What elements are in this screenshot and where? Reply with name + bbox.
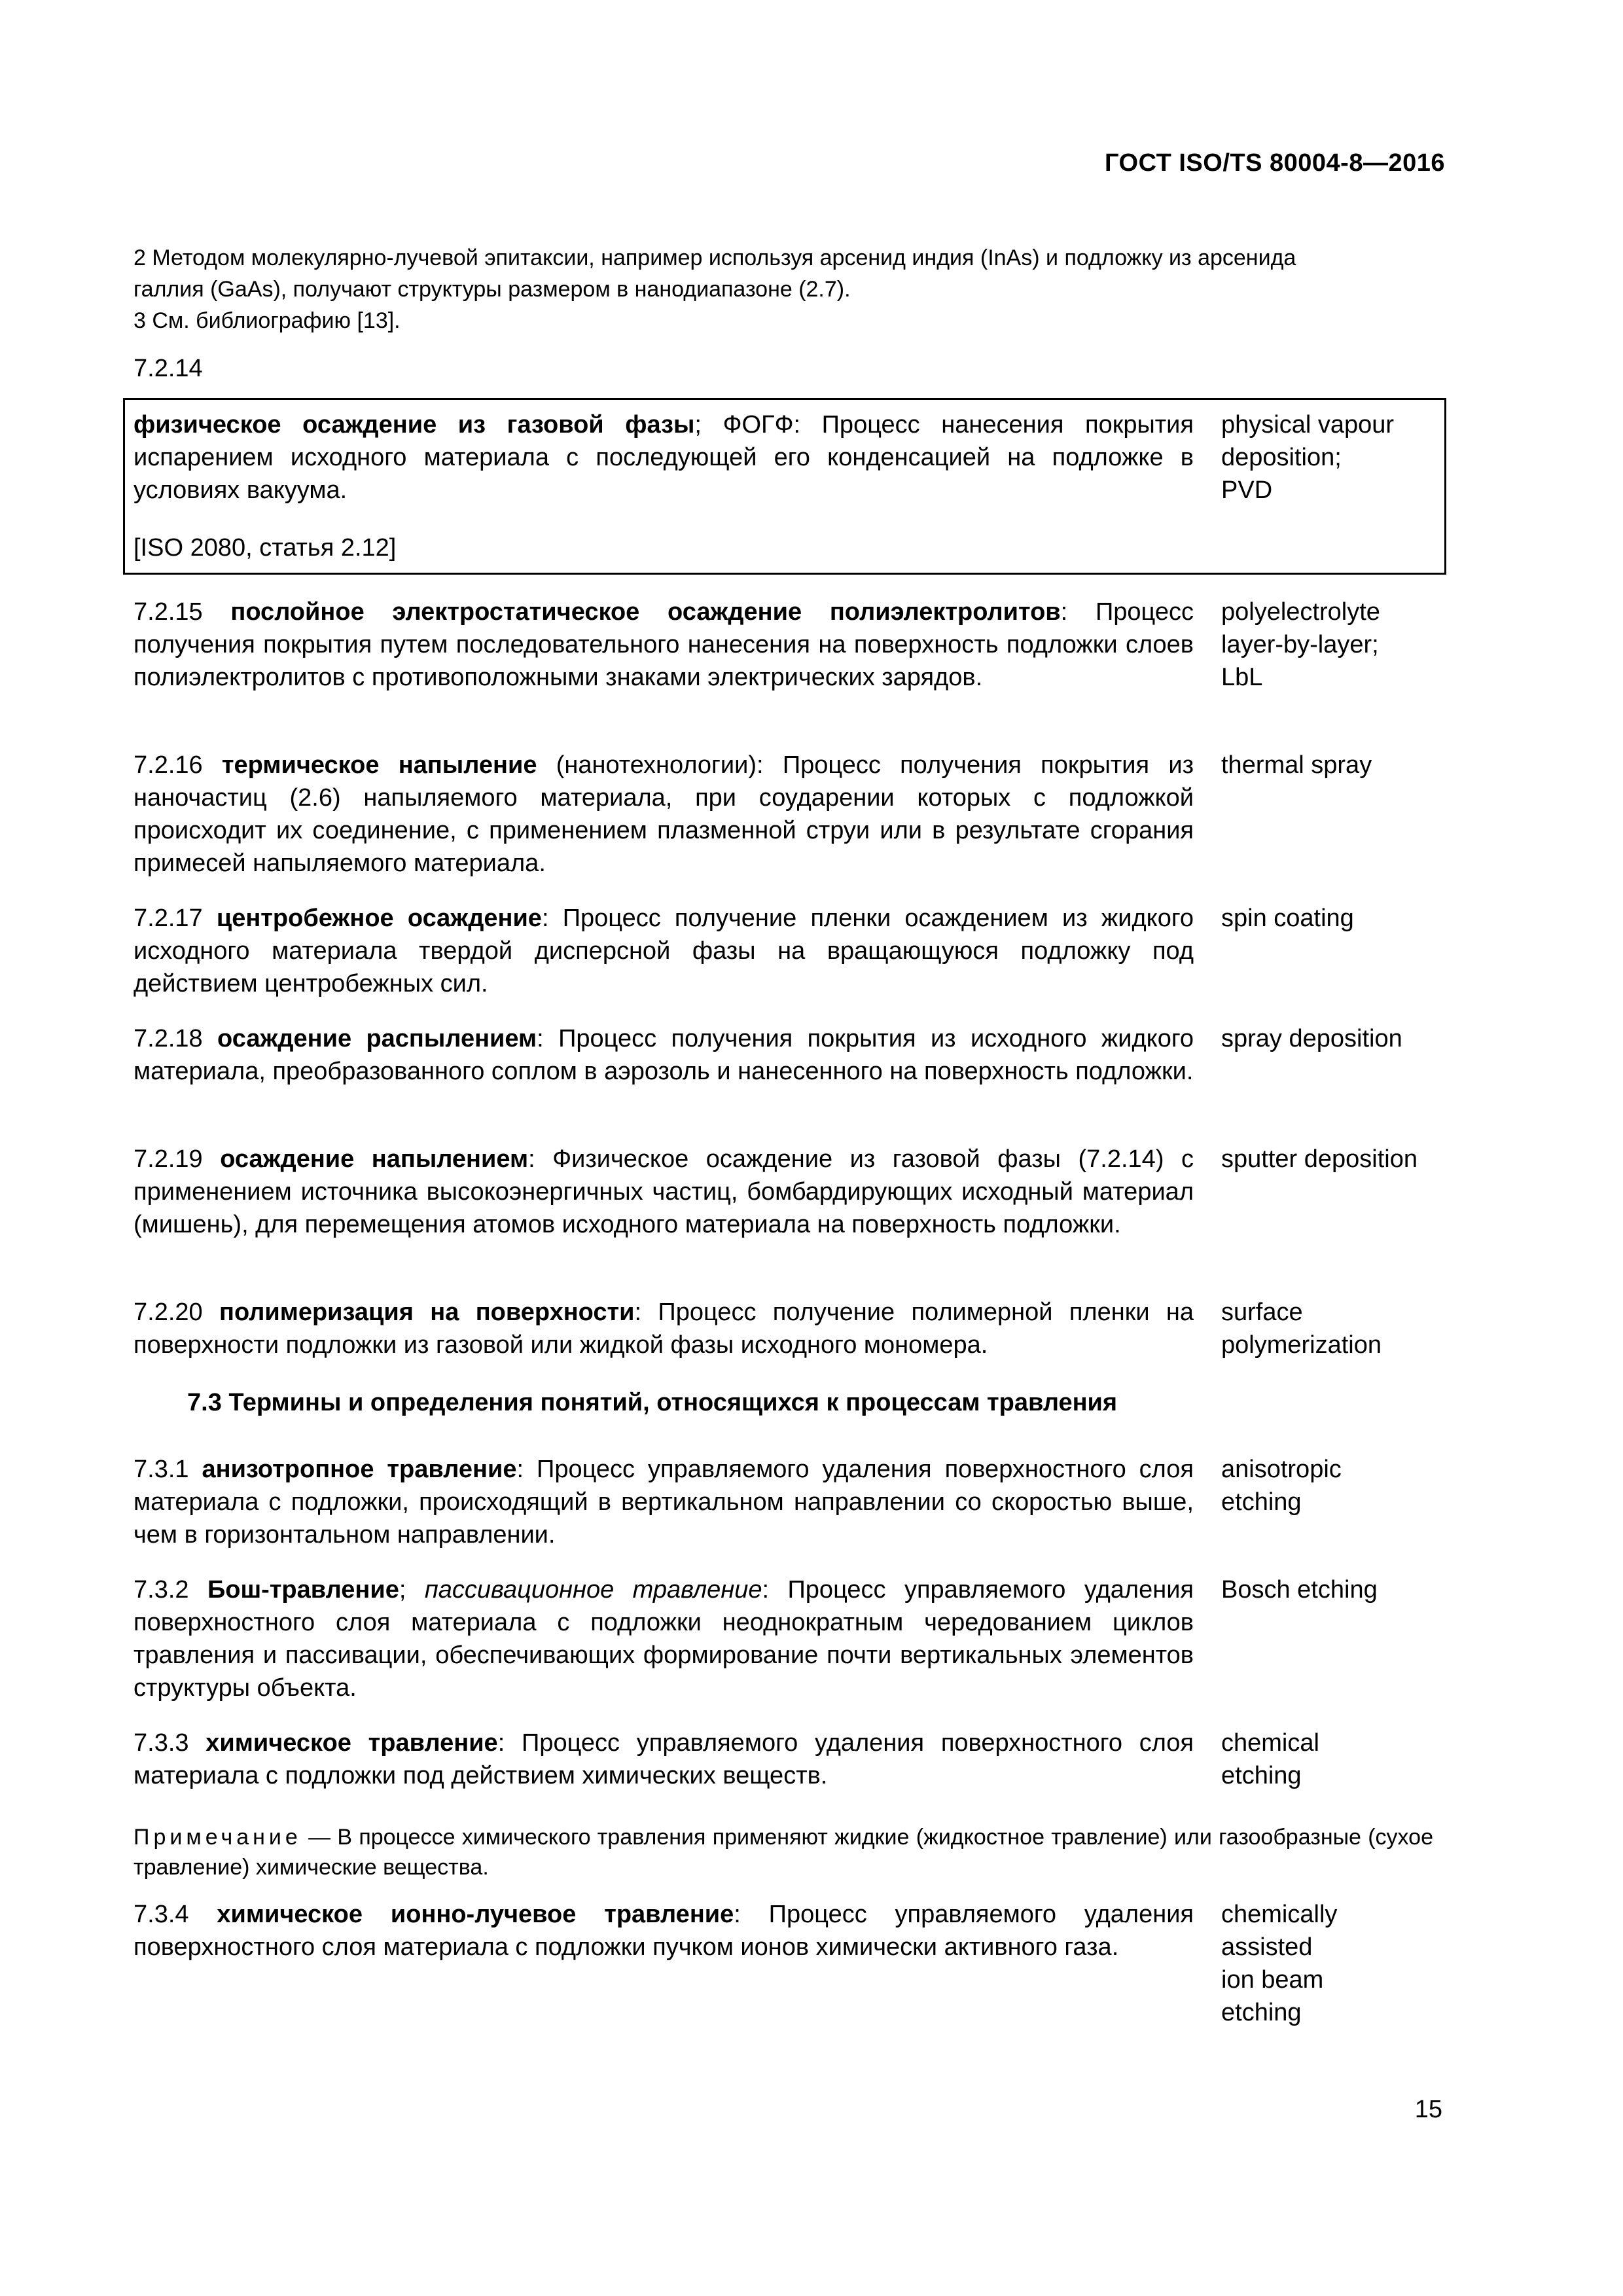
definition: : Процесс управляемого удаления поверхностного слоя материала с подложки пучком ионов химически активного газа. <box>134 1901 1194 1961</box>
clause-number: 7.2.14 <box>134 355 203 382</box>
term-number: 7.2.16 <box>134 751 203 779</box>
note-line: галлия (GaAs), получают структуры размером в нанодиапазоне (2.7). <box>134 277 851 302</box>
page-number: 15 <box>1414 2096 1442 2123</box>
english-term-7-2-15: polyelectrolyte layer-by-layer; LbL <box>1221 598 1380 691</box>
definition: : Процесс получения покрытия путем последовательного нанесения на поверхность подложки слоев полиэлектролитов с противоположными знаками электрических зарядов. <box>134 598 1194 691</box>
term: термическое напыление <box>221 751 537 779</box>
term-number: 7.2.20 <box>134 1299 203 1326</box>
term-number: 7.2.18 <box>134 1025 203 1052</box>
synonym-term: пассивационное травление <box>424 1576 762 1604</box>
section-heading-7-3: 7.3 Термины и определения понятий, относящихся к процессам травления <box>187 1389 1118 1416</box>
term-definition-7-3-3 <box>134 1727 1194 1792</box>
definition: : Процесс получение полимерной пленки на поверхности подложки из газовой или жидкой фазы исходного мономера. <box>134 1299 1194 1359</box>
term-number: 7.3.2 <box>134 1576 189 1604</box>
term-number: 7.2.15 <box>134 598 203 626</box>
definition: : Процесс получения покрытия из исходного жидкого материала, преобразованного соплом в аэрозоль и нанесенного на поверхность подложки. <box>134 1025 1194 1085</box>
term-definition-7-3-4 <box>134 1898 1194 1964</box>
term-number: 7.3.3 <box>134 1729 189 1757</box>
english-term-7-2-18: spray deposition <box>1221 1025 1402 1052</box>
term-definition-7-2-20 <box>134 1296 1194 1361</box>
term-number: 7.3.1 <box>134 1456 189 1483</box>
term-definition-7-3-1 <box>134 1453 1194 1551</box>
term: химическое травление <box>205 1729 498 1757</box>
term: анизотропное травление <box>202 1456 517 1483</box>
term: полимеризация на поверхности <box>219 1299 635 1326</box>
term-definition-7-2-16 <box>134 749 1194 880</box>
term: осаждение распылением <box>217 1025 537 1052</box>
english-term-7-3-4: chemically assisted ion beam etching <box>1221 1901 1338 2026</box>
english-term-7-3-1: anisotropic etching <box>1221 1456 1342 1516</box>
note-7-3-3 <box>134 1822 1433 1882</box>
term-definition-7-2-15 <box>134 596 1194 694</box>
term-definition-7-2-14 <box>134 408 1194 507</box>
note-line: 2 Методом молекулярно-лучевой эпитаксии, например используя арсенид индия (InAs) и подложку из арсенида <box>134 245 1296 270</box>
definition: (нанотехнологии): Процесс получения покрытия из наночастиц (2.6) напыляемого материала, при соударении которых с подложкой происходит их соединение, с применением плазменной струи или в результате сгорания примесей напыляемого материала. <box>134 751 1194 877</box>
definition: : Процесс получение пленки осаждением из жидкого исходного материала твердой дисперсной фазы на вращающуюся подложку под действием центробежных сил. <box>134 905 1194 997</box>
english-term-7-3-2: Bosch etching <box>1221 1576 1378 1604</box>
document-header: ГОСТ ISO/TS 80004-8—2016 <box>1105 149 1445 177</box>
term-definition-7-2-17 <box>134 902 1194 1000</box>
term-definition-7-2-19 <box>134 1143 1194 1241</box>
source-reference: [ISO 2080, статья 2.12] <box>134 534 397 562</box>
english-term-7-3-3: chemical etching <box>1221 1729 1319 1789</box>
term: химическое ионно-лучевое травление <box>217 1901 734 1928</box>
english-term-7-2-16: thermal spray <box>1221 751 1372 779</box>
definition: : Физическое осаждение из газовой фазы (7.2.14) с применением источника высокоэнергичных частиц, бомбардирующих исходный материал (мишень), для перемещения атомов исходного материала на поверхность подложки. <box>134 1145 1194 1238</box>
term-definition-7-3-2: 7.3.2 Бош-травление; пассивационное травление: Процесс управляемого удаления поверхностного слоя материала с подложки неоднократным чередованием циклов травления и пассивации, обеспечивающих формирование почти вертикальных элементов структуры объекта. <box>134 1576 1194 1702</box>
definition: ; ФОГФ: Процесс нанесения покрытия испарением исходного материала с последующей его конденсацией на подложке в условиях вакуума. <box>134 411 1194 504</box>
term-number: 7.3.4 <box>134 1901 189 1928</box>
term: Бош-травление <box>207 1576 399 1604</box>
term-definition-7-2-18 <box>134 1022 1194 1088</box>
term-number: 7.2.17 <box>134 905 203 932</box>
note-text: — В процессе химического травления применяют жидкие (жидкостное травление) или газообразные (сухое травление) химические вещества. <box>134 1825 1433 1880</box>
definition: : Процесс управляемого удаления поверхностного слоя материала с подложки, происходящий в вертикальном направлении со скоростью выше, чем в горизонтальном направлении. <box>134 1456 1194 1549</box>
note-line: 3 См. библиографию [13]. <box>134 308 401 333</box>
term: физическое осаждение из газовой фазы <box>134 411 695 439</box>
notes-block <box>134 242 1442 336</box>
term-number: 7.2.19 <box>134 1145 203 1173</box>
note-label: Примечание <box>134 1825 302 1850</box>
term: центробежное осаждение <box>216 905 542 932</box>
english-term-7-2-14: physical vapour deposition; PVD <box>1221 411 1395 504</box>
definition: : Процесс управляемого удаления поверхностного слоя материала с подложки под действием химических веществ. <box>134 1729 1194 1789</box>
english-term-7-2-17: spin coating <box>1221 905 1354 932</box>
definition: : Процесс управляемого удаления поверхностного слоя материала с подложки неоднократным чередованием циклов травления и пассивации, обеспечивающих формирование почти вертикальных элементов структуры объекта. <box>134 1576 1194 1702</box>
english-term-7-2-20: surface polymerization <box>1221 1299 1382 1359</box>
term: осаждение напылением <box>220 1145 529 1173</box>
term: послойное электростатическое осаждение полиэлектролитов <box>230 598 1061 626</box>
english-term-7-2-19: sputter deposition <box>1221 1145 1418 1173</box>
